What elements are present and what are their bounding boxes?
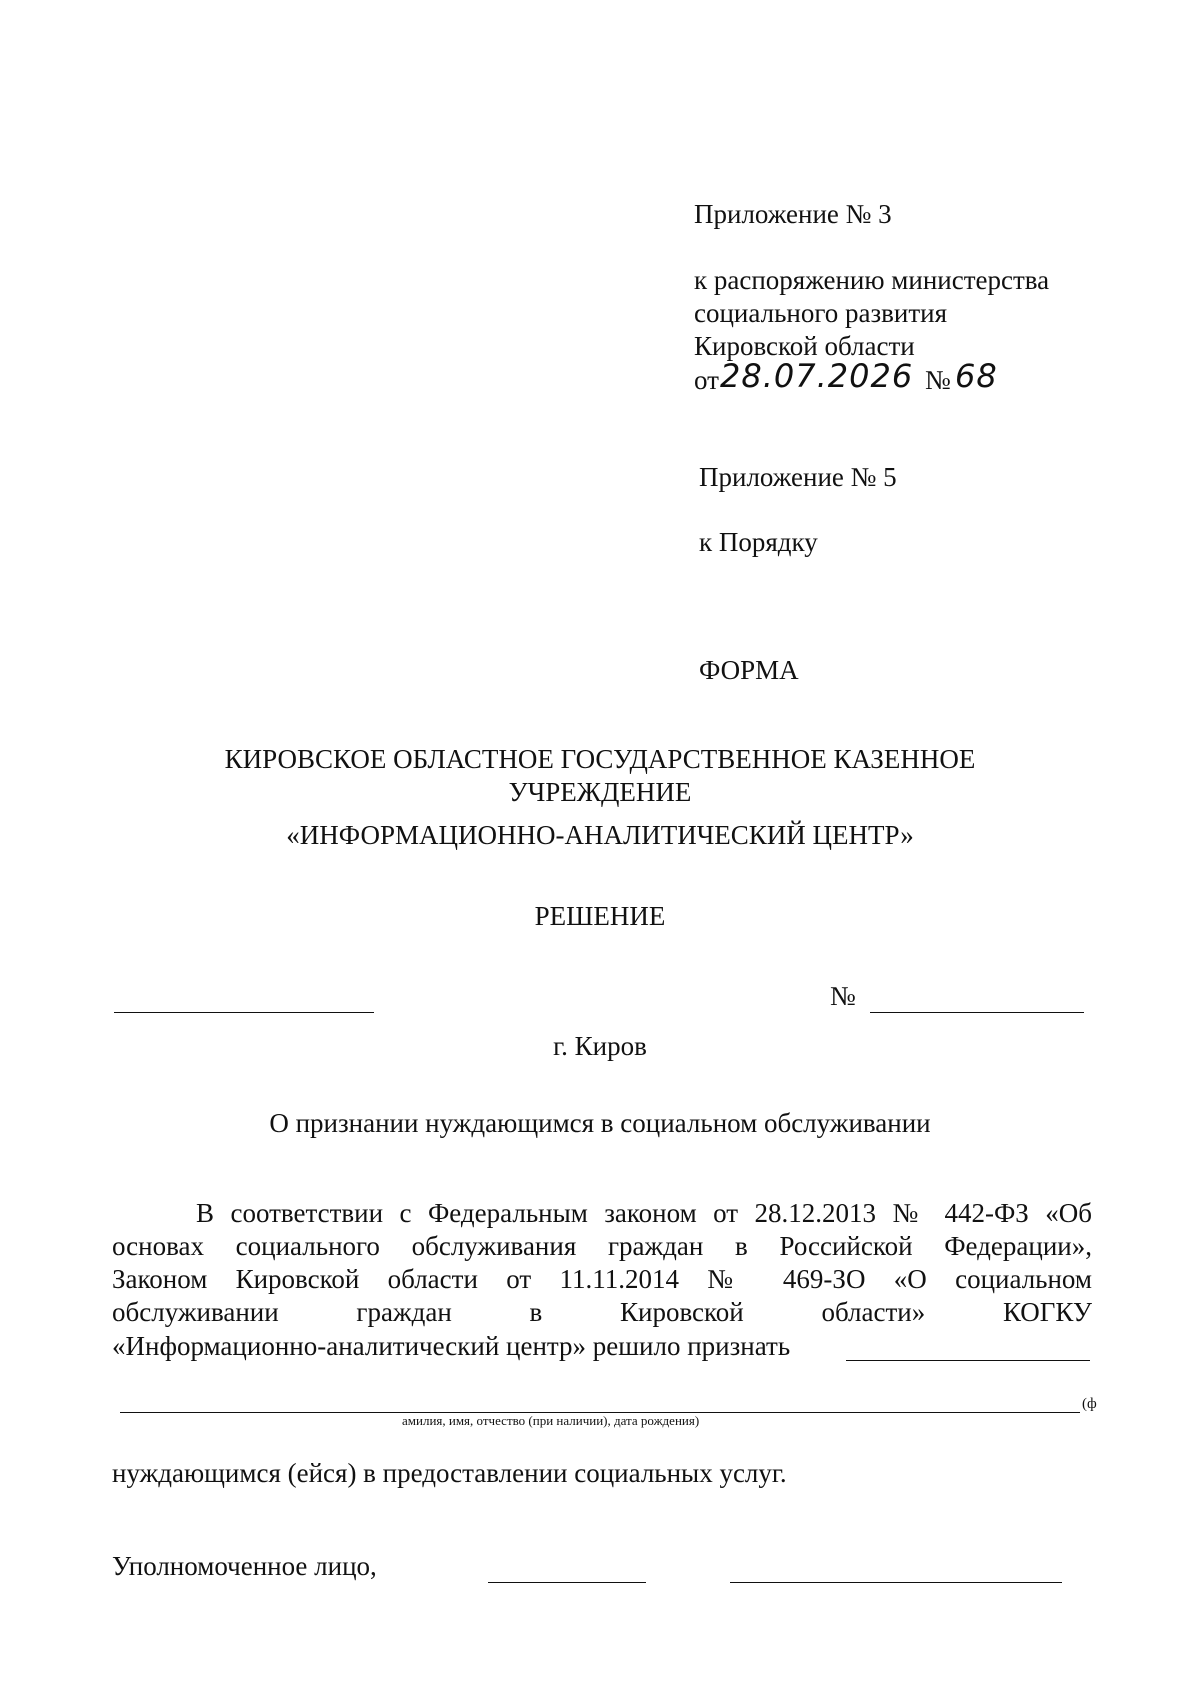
appendix-5-title: Приложение № 5 (699, 462, 897, 492)
body-line4: обслуживании граждан в Кировской области» КОГКУ (112, 1297, 1092, 1327)
recognize-blank-line (846, 1360, 1090, 1361)
form-label: ФОРМА (699, 655, 799, 685)
body-line3: Законом Кировской области от 11.11.2014 № 469-ЗО «О социальном (112, 1264, 1092, 1294)
appendix-5-subtitle: к Порядку (699, 527, 818, 557)
appendix-3-line2: социального развития (694, 298, 948, 328)
org-line2: УЧРЕЖДЕНИЕ (508, 777, 692, 807)
signature-blank-line (488, 1582, 646, 1583)
decision-title: РЕШЕНИЕ (534, 901, 666, 931)
city: г. Киров (553, 1031, 647, 1061)
name-hint: амилия, имя, отчество (при наличии), дата рождения) (402, 1413, 700, 1428)
appendix-3-line1: к распоряжению министерства (694, 265, 1050, 295)
appendix-3-line3: Кировской области (694, 331, 915, 361)
handwritten-date: 28.07.2026 (720, 357, 914, 395)
signatory-name-blank-line (730, 1582, 1062, 1583)
body-line5: «Информационно-аналитический центр» решило признать (112, 1331, 791, 1361)
body-line2: основах социального обслуживания граждан в Российской Федерации», (112, 1231, 1092, 1261)
handwritten-number: 68 (955, 357, 998, 395)
appendix-3-number-prefix: № (925, 365, 951, 395)
appendix-3-date-prefix: от (694, 365, 719, 395)
number-blank-line (870, 1012, 1084, 1013)
org-line1: КИРОВСКОЕ ОБЛАСТНОЕ ГОСУДАРСТВЕННОЕ КАЗЕННОЕ (224, 744, 976, 774)
result-line: нуждающимся (ейся) в предоставлении социальных услуг. (112, 1458, 787, 1488)
signatory-label: Уполномоченное лицо, (112, 1551, 377, 1581)
org-line3: «ИНФОРМАЦИОННО-АНАЛИТИЧЕСКИЙ ЦЕНТР» (286, 820, 914, 850)
date-blank-line (114, 1012, 374, 1013)
subject: О признании нуждающимся в социальном обслуживании (269, 1108, 931, 1138)
appendix-3-title: Приложение № 3 (694, 199, 892, 229)
body-line1: В соответствии с Федеральным законом от 28.12.2013 № 442-ФЗ «Об (196, 1198, 1092, 1228)
number-sign: № (830, 981, 856, 1011)
name-hint-prefix: (ф (1082, 1396, 1097, 1412)
